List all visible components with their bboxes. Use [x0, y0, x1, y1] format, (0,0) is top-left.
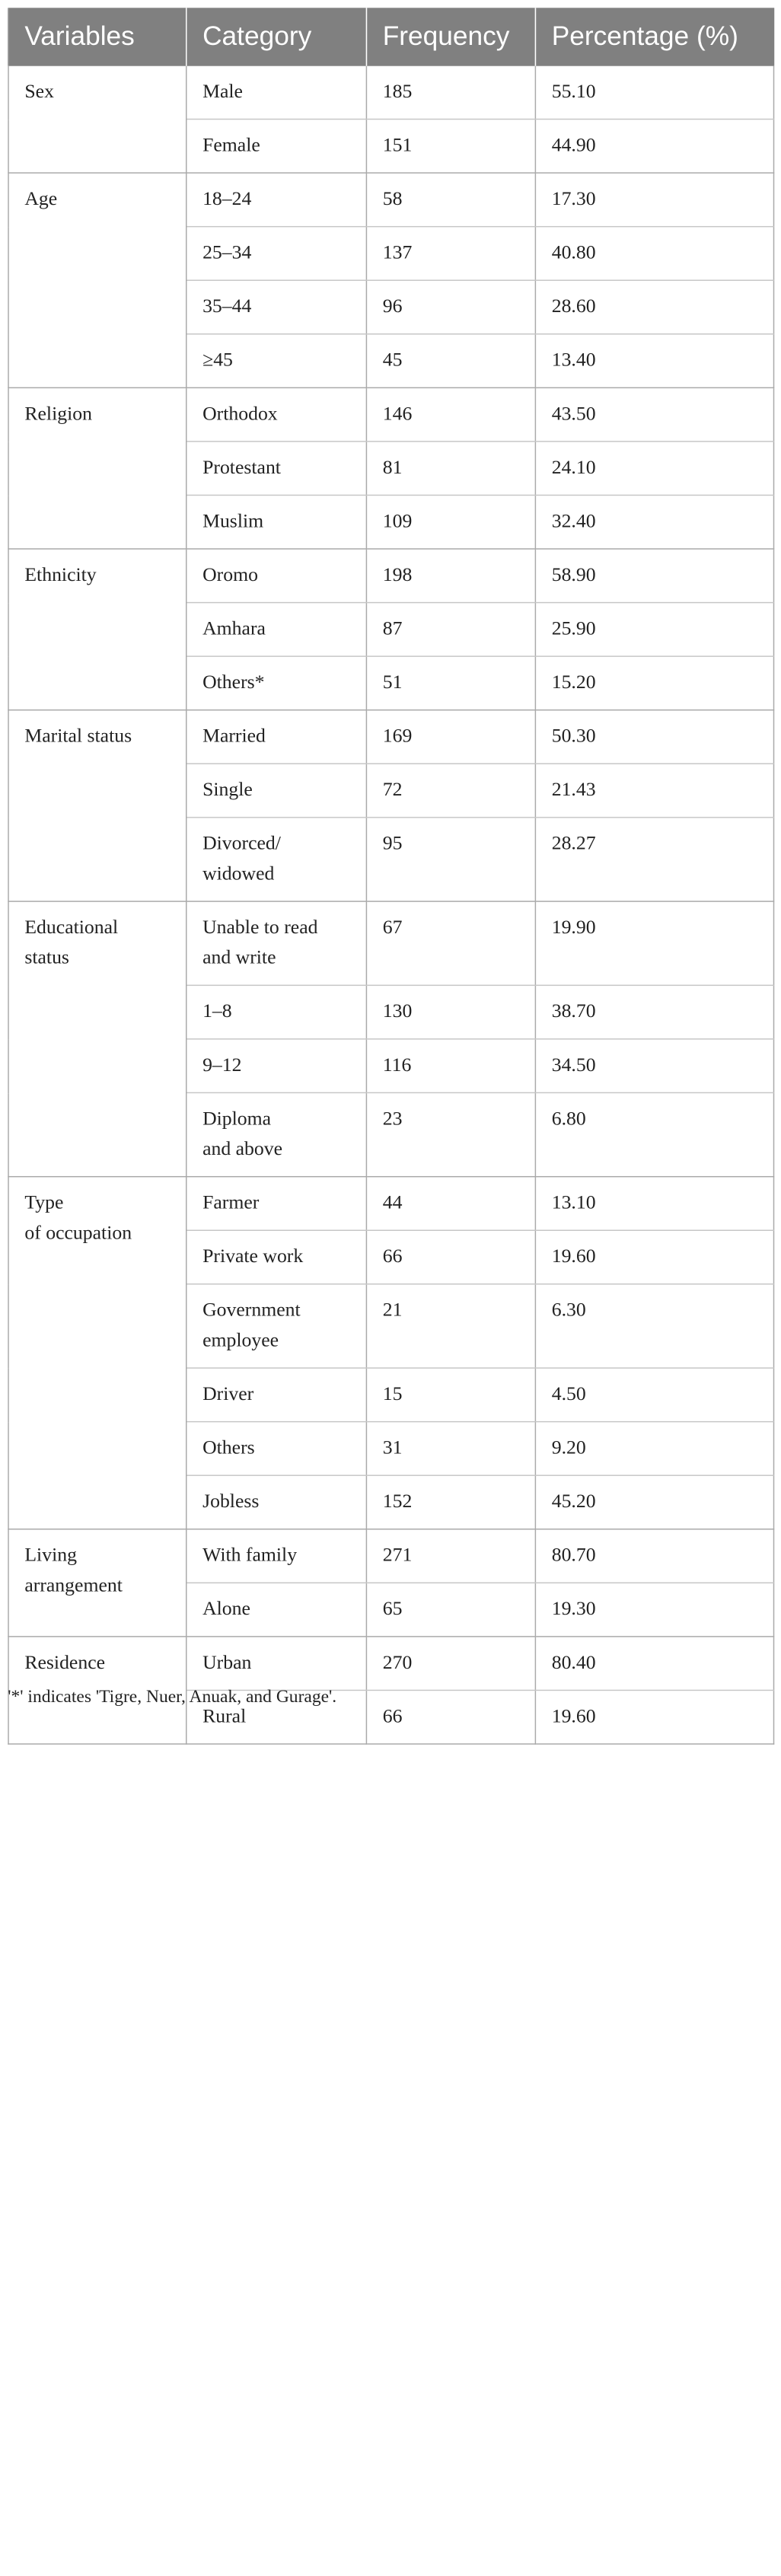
category-cell: Divorced/ widowed [186, 818, 367, 901]
table-header [8, 8, 773, 65]
percentage-cell: 15.20 [535, 656, 773, 710]
category-cell: Single [186, 764, 367, 818]
header-row [8, 8, 773, 65]
table-footnote: '*' indicates 'Tigre, Nuer, Anuak, and Gurage'. [8, 1687, 337, 1707]
percentage-cell: 50.30 [535, 710, 773, 764]
category-cell: Female [186, 120, 367, 174]
category-cell: 1–8 [186, 985, 367, 1039]
frequency-cell: 45 [366, 334, 535, 388]
frequency-cell: 31 [366, 1422, 535, 1476]
variable-cell: Marital status [8, 710, 186, 901]
frequency-cell: 51 [366, 656, 535, 710]
table-row [8, 1529, 773, 1583]
variable-cell: Educational status [8, 901, 186, 1177]
frequency-cell: 65 [366, 1583, 535, 1637]
percentage-cell: 19.90 [535, 901, 773, 985]
percentage-cell: 6.80 [535, 1092, 773, 1176]
percentage-cell: 13.10 [535, 1177, 773, 1231]
percentage-cell: 4.50 [535, 1368, 773, 1422]
category-cell: ≥45 [186, 334, 367, 388]
frequency-cell: 15 [366, 1368, 535, 1422]
percentage-cell: 45.20 [535, 1475, 773, 1529]
category-cell: With family [186, 1529, 367, 1583]
category-cell: Rural [186, 1690, 367, 1744]
table-body [8, 66, 773, 1744]
category-cell: Government employee [186, 1284, 367, 1368]
percentage-cell: 55.10 [535, 66, 773, 120]
frequency-cell: 137 [366, 227, 535, 281]
variable-cell: Living arrangement [8, 1529, 186, 1637]
category-cell: Married [186, 710, 367, 764]
frequency-cell: 44 [366, 1177, 535, 1231]
frequency-cell: 151 [366, 120, 535, 174]
percentage-cell: 6.30 [535, 1284, 773, 1368]
percentage-cell: 24.10 [535, 442, 773, 496]
table-row [8, 901, 773, 985]
percentage-cell: 38.70 [535, 985, 773, 1039]
frequency-cell: 271 [366, 1529, 535, 1583]
category-cell: Muslim [186, 495, 367, 549]
percentage-cell: 17.30 [535, 173, 773, 227]
percentage-cell: 32.40 [535, 495, 773, 549]
variable-cell: Age [8, 173, 186, 387]
frequency-cell: 169 [366, 710, 535, 764]
table-row [8, 1177, 773, 1231]
percentage-cell: 34.50 [535, 1039, 773, 1093]
demographics-table [8, 8, 774, 1744]
category-cell: 25–34 [186, 227, 367, 281]
frequency-cell: 116 [366, 1039, 535, 1093]
percentage-cell: 13.40 [535, 334, 773, 388]
frequency-cell: 23 [366, 1092, 535, 1176]
category-cell: Driver [186, 1368, 367, 1422]
frequency-cell: 87 [366, 603, 535, 657]
category-cell: 18–24 [186, 173, 367, 227]
category-cell: Others [186, 1422, 367, 1476]
category-cell: Urban [186, 1637, 367, 1691]
variable-cell: Sex [8, 66, 186, 173]
frequency-cell: 66 [366, 1230, 535, 1284]
header-frequency: Frequency [366, 8, 535, 65]
frequency-cell: 130 [366, 985, 535, 1039]
frequency-cell: 21 [366, 1284, 535, 1368]
frequency-cell: 72 [366, 764, 535, 818]
percentage-cell: 80.70 [535, 1529, 773, 1583]
variable-cell: Residence [8, 1637, 186, 1744]
variable-cell: Ethnicity [8, 549, 186, 710]
percentage-cell: 25.90 [535, 603, 773, 657]
frequency-cell: 185 [366, 66, 535, 120]
header-percentage: Percentage (%) [535, 8, 773, 65]
percentage-cell: 19.30 [535, 1583, 773, 1637]
variable-cell: Religion [8, 387, 186, 549]
frequency-cell: 198 [366, 549, 535, 603]
frequency-cell: 109 [366, 495, 535, 549]
frequency-cell: 152 [366, 1475, 535, 1529]
frequency-cell: 146 [366, 387, 535, 442]
percentage-cell: 19.60 [535, 1690, 773, 1744]
percentage-cell: 19.60 [535, 1230, 773, 1284]
percentage-cell: 40.80 [535, 227, 773, 281]
category-cell: Unable to read and write [186, 901, 367, 985]
category-cell: 9–12 [186, 1039, 367, 1093]
table-row [8, 387, 773, 442]
category-cell: Protestant [186, 442, 367, 496]
frequency-cell: 67 [366, 901, 535, 985]
category-cell: Diploma and above [186, 1092, 367, 1176]
frequency-cell: 270 [366, 1637, 535, 1691]
frequency-cell: 95 [366, 818, 535, 901]
category-cell: Farmer [186, 1177, 367, 1231]
frequency-cell: 58 [366, 173, 535, 227]
header-category: Category [186, 8, 367, 65]
category-cell: Others* [186, 656, 367, 710]
category-cell: Private work [186, 1230, 367, 1284]
frequency-cell: 81 [366, 442, 535, 496]
category-cell: Alone [186, 1583, 367, 1637]
header-variables: Variables [8, 8, 186, 65]
table-row [8, 549, 773, 603]
category-cell: Male [186, 66, 367, 120]
percentage-cell: 9.20 [535, 1422, 773, 1476]
category-cell: 35–44 [186, 280, 367, 334]
table-row [8, 66, 773, 120]
frequency-cell: 96 [366, 280, 535, 334]
percentage-cell: 58.90 [535, 549, 773, 603]
percentage-cell: 28.60 [535, 280, 773, 334]
category-cell: Jobless [186, 1475, 367, 1529]
variable-cell: Type of occupation [8, 1177, 186, 1529]
category-cell: Orthodox [186, 387, 367, 442]
percentage-cell: 21.43 [535, 764, 773, 818]
percentage-cell: 80.40 [535, 1637, 773, 1691]
table-row [8, 1637, 773, 1691]
category-cell: Amhara [186, 603, 367, 657]
table-row [8, 173, 773, 227]
category-cell: Oromo [186, 549, 367, 603]
table-row [8, 710, 773, 764]
frequency-cell: 66 [366, 1690, 535, 1744]
percentage-cell: 44.90 [535, 120, 773, 174]
percentage-cell: 28.27 [535, 818, 773, 901]
percentage-cell: 43.50 [535, 387, 773, 442]
